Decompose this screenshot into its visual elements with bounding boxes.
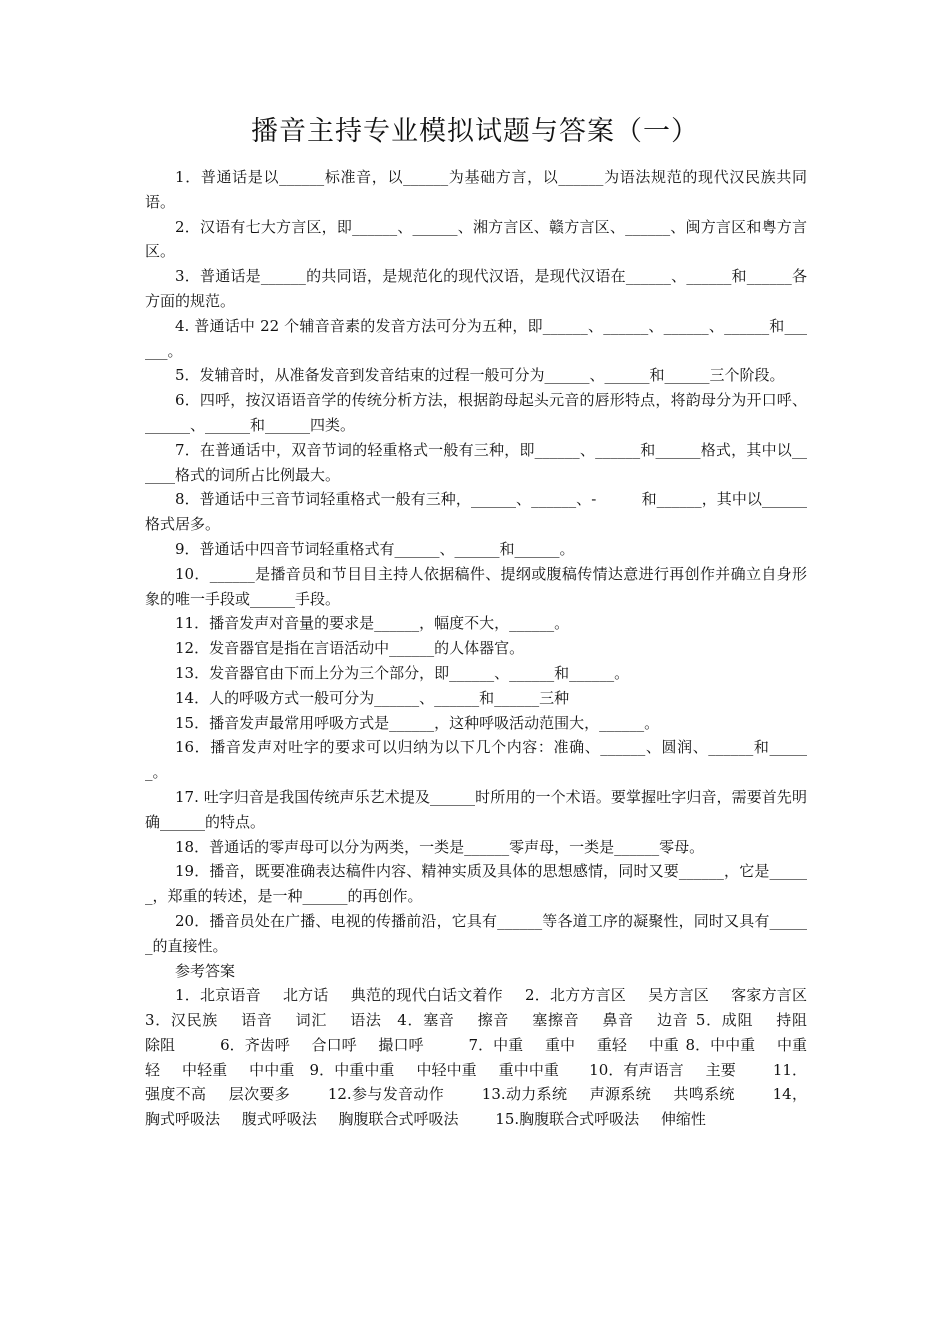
question-6: 6．四呼，按汉语语音学的传统分析方法，根据韵母起头元音的唇形特点，将韵母分为开口呼、______、______和______四类。: [145, 391, 807, 434]
question-19: 19．播音，既要准确表达稿件内容、精神实质及具体的思想感情，同时又要______，它是______，郑重的转述，是一种______的再创作。: [145, 862, 807, 906]
question-13: 13．发音器官由下而上分为三个部分，即______、______和______。: [175, 663, 630, 682]
question-16: 16．播音发声对吐字的要求可以归纳为以下几个内容：准确、______、圆润、______和______。: [145, 738, 807, 782]
document-title: 播音主持专业模拟试题与答案（一）: [251, 116, 699, 147]
answers-text: 1．北京语音 北方话 典范的现代白话文着作 2．北方方言区 吴方言区 客家方言区 3．汉民族 语音 词汇 语法 4．塞音 擦音 塞擦音 鼻音 边音 5．成阻 持阻 除阻 6．齐齿呼 合口呼 撮口呼 7．中重 重中 重轻 中重 8．中中重 中重轻 中轻重 中中重 9．中重中重 中轻中重 重中中重 10．有声语言 主要 11．强度不高 层次要多 12.参与发音动作 13.动力系统 声源系统 共鸣系统 14，胸式呼吸法 腹式呼吸法 胸腹联合式呼吸法 15.胸腹联合式呼吸法 伸缩性: [145, 986, 853, 1129]
question-20: 20．播音员处在广播、电视的传播前沿，它具有______等各道工序的凝聚性，同时又具有______的直接性。: [145, 911, 807, 955]
question-5: 5．发辅音时，从准备发音到发音结束的过程一般可分为______、______和______三个阶段。: [175, 366, 785, 385]
question-10: 10．______是播音员和节目目主持人依据稿件、提纲或腹稿传情达意进行再创作并确立自身形象的唯一手段或______手段。: [145, 564, 807, 608]
question-11: 11．播音发声对音量的要求是______，幅度不大，______。: [175, 614, 570, 633]
question-17: 17. 吐字归音是我国传统声乐艺术提及______时所用的一个术语。要掌握吐字归音，需要首先明确______的特点。: [145, 787, 807, 831]
question-7: 7．在普通话中，双音节词的轻重格式一般有三种，即______、______和______格式，其中以______格式的词所占比例最大。: [145, 440, 807, 484]
document-body: [145, 165, 853, 1132]
question-9: 9．普通话中四音节词轻重格式有______、______和______。: [175, 539, 575, 558]
question-18: 18．普通话的零声母可以分为两类，一类是______零声母，一类是______零母。: [175, 837, 705, 856]
answers-heading: 参考答案: [175, 961, 236, 980]
question-8: 8．普通话中三音节词轻重格式一般有三种，______、______、- 和______，其中以______格式居多。: [145, 490, 807, 534]
question-1: 1．普通话是以______标准音，以______为基础方言，以______为语法规范的现代汉民族共同语。: [145, 168, 807, 211]
question-12: 12．发音器官是指在言语活动中______的人体器官。: [175, 639, 525, 658]
question-2: 2．汉语有七大方言区，即______、______、湘方言区、赣方言区、______、闽方言区和粤方言区。: [145, 217, 807, 261]
question-14: 14．人的呼吸方式一般可分为______、______和______三种: [175, 688, 570, 707]
question-3: 3．普通话是______的共同语，是规范化的现代汉语，是现代汉语在______、______和______各方面的规范。: [145, 267, 807, 310]
question-15: 15．播音发声最常用呼吸方式是______，这种呼吸活动范围大，______。: [175, 713, 660, 732]
question-4: 4. 普通话中 22 个辅音音素的发音方法可分为五种，即______、______、______、______和______。: [145, 316, 807, 360]
